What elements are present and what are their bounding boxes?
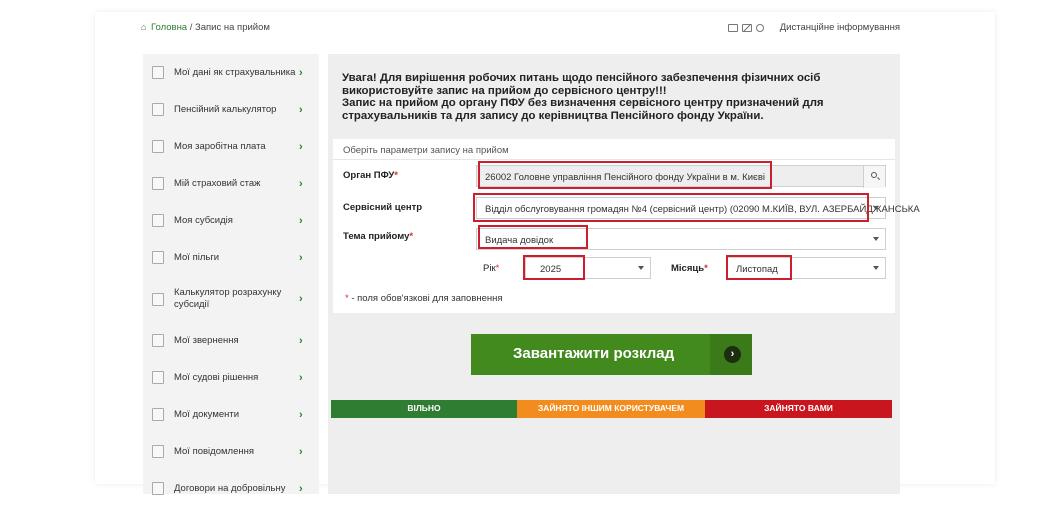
chevron-right-icon: › [299, 445, 303, 458]
year-value: 2025 [540, 264, 562, 275]
required-mark: * [394, 170, 398, 181]
service-center-select[interactable] [476, 197, 920, 219]
topic-label [343, 231, 413, 242]
chevron-right-icon: › [724, 346, 741, 363]
remote-info-label: Дистанційне інформування [779, 22, 900, 33]
home-icon: ⌂ [141, 22, 147, 32]
required-mark: * [495, 263, 500, 274]
sidebar-item-benefits[interactable] [143, 239, 319, 276]
month-label [671, 263, 708, 274]
chevron-down-icon [638, 266, 644, 270]
notice-text [342, 72, 882, 122]
chevron-right-icon: › [299, 140, 303, 153]
year-label-text: Рік [483, 263, 496, 274]
chevron-down-icon [873, 237, 879, 241]
organ-label [343, 170, 398, 181]
calculator-icon [152, 103, 164, 116]
sidebar [143, 54, 319, 494]
sidebar-item-label: Мої повідомлення [174, 445, 254, 457]
form-header: Оберіть параметри запису на прийом [343, 145, 509, 156]
chevron-right-icon: › [299, 293, 303, 305]
sidebar-item-insurance-record[interactable] [143, 165, 319, 202]
sidebar-item-label: Договори на добровільну [174, 482, 286, 494]
document-icon [152, 482, 164, 495]
legend-taken-by-you: ЗАЙНЯТО ВАМИ [705, 400, 892, 418]
chevron-right-icon: › [299, 408, 303, 421]
notice-line: страхувальників та для запису до керівництва Пенсійного фонду України. [342, 109, 764, 122]
sidebar-item-label: Мої дані як страхувальника [174, 66, 296, 78]
organ-value: 26002 Головне управління Пенсійного фонду України в м. Києві [485, 172, 766, 183]
folder-icon [152, 293, 164, 306]
required-note [345, 293, 503, 304]
sidebar-item-court-decisions[interactable] [143, 359, 319, 396]
sidebar-item-label: Мій страховий стаж [174, 177, 261, 189]
appointment-form [333, 139, 920, 313]
sidebar-item-appeals[interactable] [143, 322, 319, 359]
organ-search-button[interactable] [863, 166, 885, 188]
chevron-down-icon [873, 266, 879, 270]
folder-icon [152, 251, 164, 264]
chevron-right-icon: › [299, 66, 303, 79]
load-schedule-button[interactable] [471, 334, 752, 375]
globe-icon [756, 24, 764, 32]
sidebar-item-label: Калькулятор розрахунку субсидії [174, 287, 282, 310]
sidebar-item-label: Мої судові рішення [174, 371, 259, 383]
wallet-icon [152, 140, 164, 153]
service-center-label-text: Сервісний центр [343, 202, 423, 213]
sidebar-item-label: Мої звернення [174, 334, 239, 346]
form-divider [333, 159, 895, 160]
sidebar-item-contracts[interactable] [143, 470, 319, 507]
service-center-label [343, 202, 422, 213]
envelope-icon [742, 24, 752, 32]
chevron-right-icon: › [299, 371, 303, 384]
legend-free: ВІЛЬНО [331, 400, 517, 418]
chevron-right-icon: › [299, 334, 303, 347]
breadcrumb [141, 22, 270, 33]
month-value: Листопад [736, 264, 778, 275]
sidebar-item-salary[interactable] [143, 128, 319, 165]
sidebar-item-subsidy-calculator[interactable] [143, 276, 319, 322]
year-select[interactable] [525, 257, 651, 279]
topic-value: Видача довідок [485, 235, 554, 246]
required-mark: * [409, 231, 414, 242]
notice-line: використовуйте запис на прийом до сервісного центру!!! [342, 84, 667, 97]
sidebar-item-label: Моя заробітна плата [174, 140, 266, 152]
sidebar-item-label: Мої документи [174, 408, 240, 420]
month-label-text: Місяць [671, 263, 705, 274]
breadcrumb-separator: / [187, 22, 196, 33]
sidebar-item-label: Пенсійний калькулятор [174, 103, 277, 115]
top-bar [95, 12, 995, 42]
sidebar-item-label: Моя субсидія [174, 214, 233, 226]
id-card-icon [152, 66, 164, 79]
organ-field[interactable] [476, 165, 886, 187]
document-icon [152, 408, 164, 421]
chevron-right-icon: › [299, 482, 303, 495]
document-icon [152, 371, 164, 384]
sidebar-item-subsidy[interactable] [143, 202, 319, 239]
topic-select[interactable] [476, 228, 886, 250]
month-select[interactable] [727, 257, 886, 279]
breadcrumb-current: Запис на прийом [195, 22, 270, 33]
chevron-right-icon: › [299, 103, 303, 116]
sidebar-item-label: Мої пільги [174, 251, 220, 263]
required-mark: * [704, 263, 708, 274]
required-mark: * [345, 293, 349, 304]
topic-label-text: Тема прийому [343, 231, 410, 242]
remote-info-link[interactable] [728, 22, 900, 33]
organ-label-text: Орган ПФУ [343, 170, 395, 181]
envelope-icon [152, 445, 164, 458]
calendar-icon [152, 177, 164, 190]
required-note-text: - поля обов'язкові для заповнення [348, 293, 503, 304]
monitor-icon [728, 24, 738, 32]
envelope-icon [152, 334, 164, 347]
year-label [483, 263, 499, 274]
service-center-value: Відділ обслуговування громадян №4 (сервісний центр) (02090 М.КИЇВ, ВУЛ. АЗЕРБАЙДЖАНСЬКА [485, 204, 920, 215]
chevron-right-icon: › [299, 214, 303, 227]
search-icon [871, 172, 877, 178]
sidebar-item-pension-calculator[interactable] [143, 91, 319, 128]
folder-icon [152, 214, 164, 227]
sidebar-item-messages[interactable] [143, 433, 319, 470]
load-schedule-label: Завантажити розклад [513, 345, 675, 362]
legend-taken-by-other: ЗАЙНЯТО ІНШИМ КОРИСТУВАЧЕМ [517, 400, 705, 418]
chevron-down-icon [873, 206, 879, 210]
page [95, 12, 995, 495]
chevron-right-icon: › [299, 251, 303, 264]
sidebar-item-documents[interactable] [143, 396, 319, 433]
notice-line: Увага! Для вирішення робочих питань щодо пенсійного забезпечення фізичних осіб [342, 72, 821, 84]
sidebar-item-insurer-data[interactable] [143, 54, 319, 91]
main-content [328, 54, 920, 494]
breadcrumb-home-link[interactable]: Головна [151, 22, 188, 33]
notice-line: Запис на прийом до органу ПФУ без визначення сервісного центру призначений для [342, 97, 824, 109]
chevron-right-icon: › [299, 177, 303, 190]
load-schedule-arrow [710, 334, 752, 375]
